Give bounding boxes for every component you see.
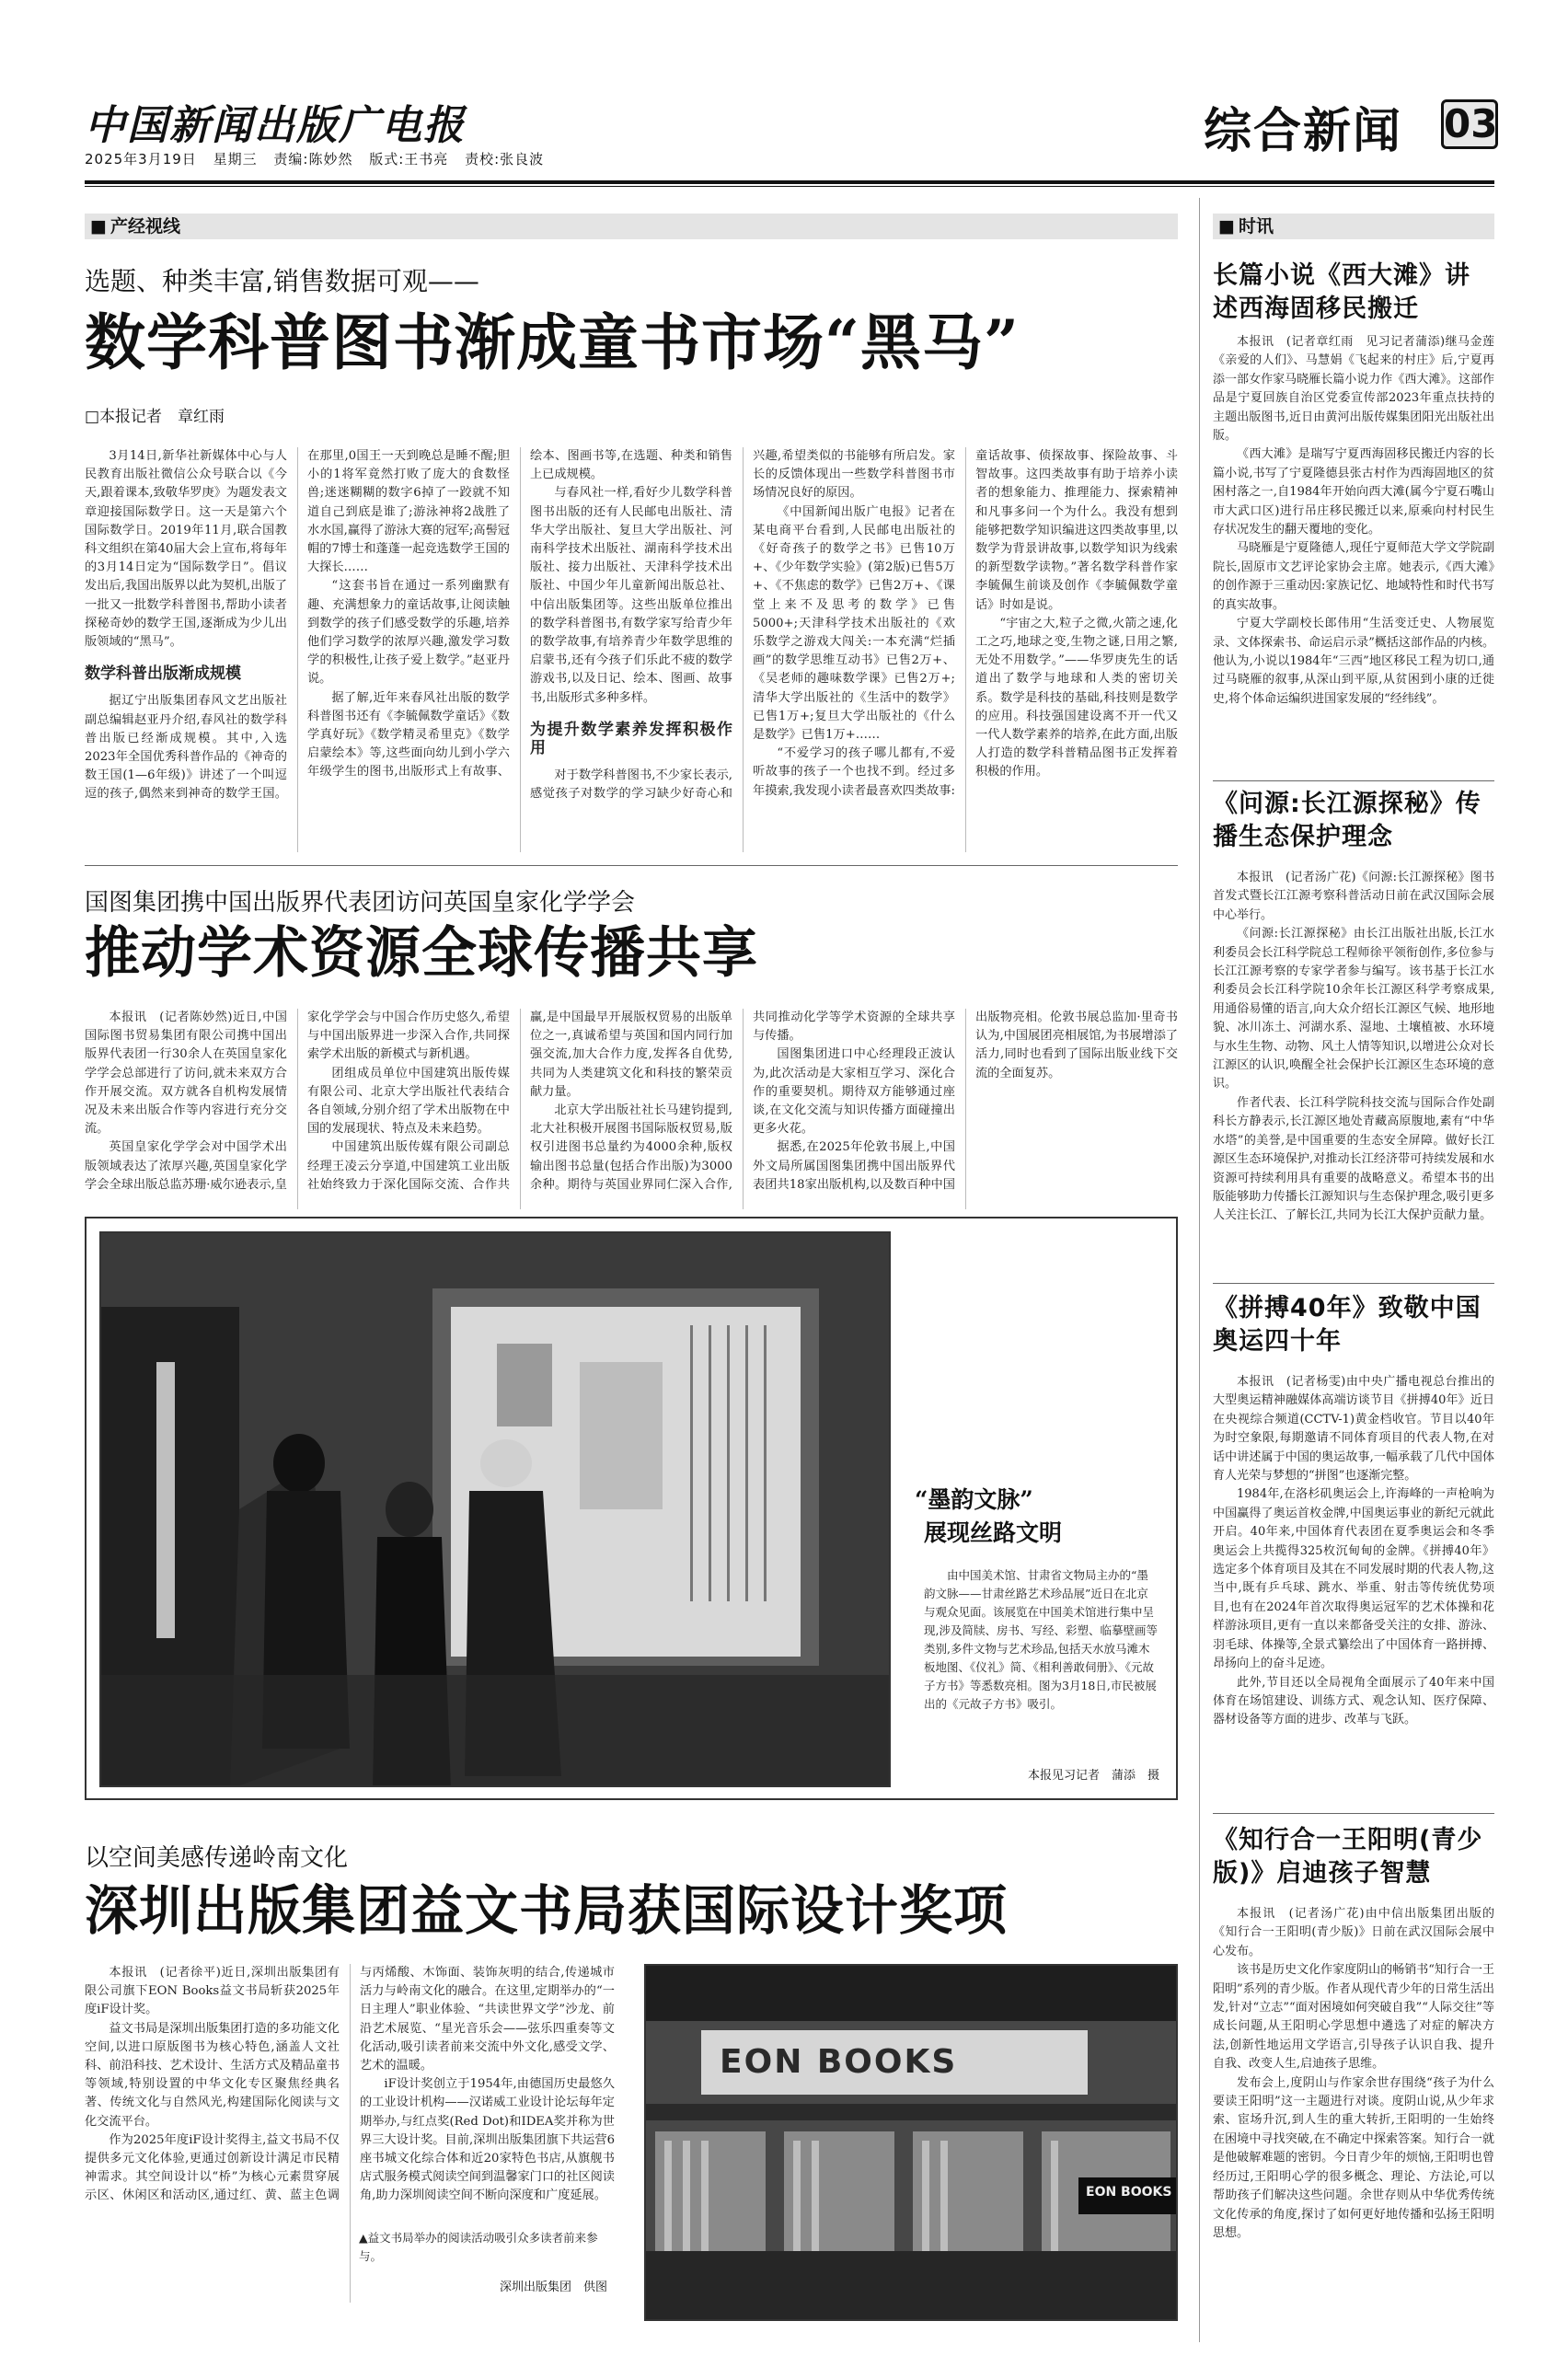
header-rule-thin bbox=[85, 186, 1494, 187]
paragraph: 据辽宁出版集团春风文艺出版社副总编辑赵亚丹介绍,春风社的数学科普出版已经渐成规模。其中,入选2023年全国优秀科普作品的《神奇的数王国(1—6年级)》讲述了一个叫逗逗的孩子,偶然来到神奇的数学王国。在那里,0国王一天到晚总是睡不醒;胆小的1将军竟然打败了庞大的食数怪兽;迷迷糊糊的数字6掉了一跤就不知道自己到底是谁了;游泳神将2战胜了水水国,赢得了游泳大赛的冠军;高髻冠帽的7博士和蓬蓬一起竞选数学王国的大探长…… bbox=[85, 449, 510, 802]
proof-credit: 责校:张良波 bbox=[465, 151, 545, 167]
paragraph: 本报讯 (记者章红雨 见习记者蒲添)继马金莲《亲爱的人们》、马慧娟《飞起来的村庄》后,宁夏再添一部女作家马晓雁长篇小说力作《西大滩》。这部作品是宁夏回族自治区党委宣传部2023年重点扶持的主题出版图书,近日由黄河出版传媒集团阳光出版社出版。 bbox=[1213, 335, 1494, 444]
header-rule bbox=[85, 180, 1494, 184]
paragraph: 作者代表、长江科学院科技交流与国际合作处副科长方静表示,长江源区地处青藏高原腹地,素有“中华水塔”的美誉,是中国重要的生态安全屏障。做好长江源区生态环境保护,对推动长江经济带可持续发展和水资源可持续利用具有重要的战略意义。希望本书的出版能够助力传播长江源知识与生态保护理念,吸引更多人关注长江、了解长江,共同为长江大保护贡献力量。 bbox=[1213, 1095, 1494, 1223]
sidebar-item-body bbox=[1213, 1905, 1494, 2317]
paragraph: “不爱学习的孩子哪儿都有,不爱听故事的孩子一个也找不到。经过多年摸索,我发现小读者最喜欢四类故事:童话故事、侦探故事、探险故事、斗智故事。这四类故事有助于培养小读者的想象能力、推理能力、探索精神和凡事多问一个为什么。我没有想到能够把数学知识编进这四类故事里,以数学为背景讲故事,以数学知识为线索的新型数学读物。”著名数学科普作家李毓佩生前谈及创作《李毓佩数学童话》时如是说。 bbox=[753, 449, 1178, 798]
paragraph: 英国皇家化学学会对中国学术出版领域表达了浓厚兴趣,英国皇家化学学会全球出版总监苏珊·威尔逊表示,皇家化学学会与中国合作历史悠久,希望与中国出版界进一步深入合作,共同探索学术出版的新模式与新机遇。 bbox=[85, 1010, 510, 1192]
subhead: 数学科普出版渐成规模 bbox=[85, 664, 241, 684]
paragraph: “这套书旨在通过一系列幽默有趣、充满想象力的童话故事,让阅读触到数学的孩子们感受数学的乐趣,培养他们学习数学的浓厚兴趣,激发学习数学的积极性,让孩子爱上数学。”赵亚丹说。 bbox=[307, 579, 510, 687]
paragraph: 《中国新闻出版广电报》记者在某电商平台看到,人民邮电出版社的《好奇孩子的数学之书》已售10万+、《少年数学实验》(第2版)已售5万+、《不焦虑的数学》已售2万+、《课堂上来不及思考的数学》已售5000+;天津科学技术出版社的《欢乐数学之游戏大闯关:一本充满“烂插画”的数学思维互动书》已售2万+、《吴老师的趣味数学课》已售2万+;清华大学出版社的《生活中的数学》已售1万+;复旦大学出版社的《什么是数学》已售1万+…… bbox=[753, 504, 955, 743]
sidebar-item-body bbox=[1213, 1373, 1494, 1806]
sidebar-item-body bbox=[1213, 333, 1494, 771]
paragraph: 对于数学科普图书,不少家长表示,感觉孩子对数学的学习缺少好奇心和兴趣,希望类似的书能够有所启发。家长的反馈体现出一些数学科普图书市场情况良好的原因。 bbox=[530, 449, 955, 802]
exhibition-scene bbox=[101, 1233, 891, 1787]
paragraph: 本报讯 (记者汤广花)由中信出版集团出版的《知行合一王阳明(青少版)》日前在武汉国际会展中心发布。 bbox=[1213, 1907, 1494, 1958]
paragraph: 《西大滩》是瑞写宁夏西海固移民搬迁内容的长篇小说,书写了宁夏隆德县张古村作为西海固地区的贫困村落之一,自1984年开始向西大滩(属今宁夏石嘴山市大武口区)进行吊庄移民搬迁以来,原乘向村村民生存状况发生的翻天覆地的变化。 bbox=[1213, 447, 1494, 537]
divider bbox=[1213, 1813, 1494, 1814]
sidebar-item-title: 长篇小说《西大滩》讲述西海固移民搬迁 bbox=[1213, 261, 1470, 323]
editor: 责编:陈妙然 bbox=[273, 151, 353, 167]
paragraph: 与春风社一样,看好少儿数学科普图书出版的还有人民邮电出版社、清华大学出版社、复旦大学出版社、河南科学技术出版社、湖南科学技术出版社、接力出版社、天津科学技术出版社、中国少年儿童新闻出版总社、中信出版集团等。这些出版单位推出的数学科普图书,有数学家写给青少年的数学故事,有培养青少年数学思维的启蒙书,还有今孩子们乐此不疲的数学游戏书,以及日记、绘本、图画、故事书,出版形式多种多样。 bbox=[530, 486, 732, 705]
story3-headline: 深圳出版集团益文书局获国际设计奖项 bbox=[85, 1879, 1009, 1942]
store-sign-side: EON BOOKS bbox=[1086, 2185, 1172, 2200]
paragraph: 据了解,近年来春风社出版的数学科普图书还有《李毓佩数学童话》《数学真好玩》《数学精灵希里克》《数学启蒙绘本》等,这些面向幼儿到小学六年级学生的图书,出版形式上有故事、绘本、图画书等,在选题、种类和销售上已成规模。 bbox=[307, 449, 732, 780]
story1-body bbox=[85, 447, 1178, 852]
divider bbox=[1213, 1283, 1494, 1284]
paragraph: 马晓雁是宁夏隆德人,现任宁夏师范大学文学院副院长,固原市文艺评论家协会主席。她表示,《西大滩》的创作源于三重动因:家族记忆、地域特性和时代书写的真实故事。 bbox=[1213, 541, 1494, 612]
paragraph: 国图集团进口中心经理段正波认为,此次活动是大家相互学习、深化合作的重要契机。期待双方能够通过座谈,在文化交流与知识传播方面碰撞出更多火花。 bbox=[753, 1047, 955, 1137]
weekday: 星期三 bbox=[213, 151, 258, 167]
section-title: 综合新闻 bbox=[1204, 104, 1403, 159]
page-number: 03 bbox=[1441, 99, 1498, 149]
paragraph: 北京大学出版社社长马建钧提到,北大社积极开展图书国际版权贸易,版权引进图书总量约为4000余种,版权输出图书总量(包括合作出版)为3000余种。期待与英国业界同仁深入合作,共同推动化学等学术资源的全球共享与传播。 bbox=[530, 1010, 955, 1192]
masthead: 中国新闻出版广电报 bbox=[85, 102, 466, 149]
sidebar-item-body bbox=[1213, 869, 1494, 1274]
paragraph: 发布会上,度阴山与作家余世存围绕“孩子为什么要读王阳明”这一主题进行对谈。度阴山说,从少年求索、宦场升沉,到人生的重大转折,王阳明的一生始终在困境中寻找突破,在不确定中探索答案。知行合一就是他破解难题的密钥。今日青少年的烦恼,王阳明也曾经历过,王阳明心学的很多概念、理论、方法论,可以帮助孩子们解决这些问题。余世存则从中华优秀传统文化传承的角度,探讨了如何更好地传播和弘扬王阳明思想。 bbox=[1213, 2075, 1494, 2240]
section-tag: ■ 产经视线 bbox=[85, 214, 1178, 239]
photo2-credit: 深圳出版集团 供图 bbox=[499, 2281, 607, 2294]
bookstore-scene bbox=[646, 1966, 1178, 2321]
photo1-caption: 由中国美术馆、甘肃省文物局主办的“墨韵文脉——甘肃丝路艺术珍品展”近日在北京与观众见面。该展览在中国美术馆进行集中呈现,涉及简牍、房书、写经、彩塑、临摹壁画等类别,多件文物与艺术珍品,包括天水放马滩木板地图、《仪礼》简、《相利善敢伺册》、《元故子方书》等悉数亮相。图为3月18日,市民被展出的《元故子方书》吸引。 bbox=[924, 1568, 1158, 1711]
sidebar-item-title: 《问源:长江源探秘》传播生态保护理念 bbox=[1213, 790, 1482, 851]
paragraph: 益文书局是深圳出版集团打造的多功能文化空间,以进口原版图书为核心特色,涵盖人文社科、前沿科技、艺术设计、生活方式及精品童书等领域,特别设置的中华文化专区聚焦经典名著、传统文化与自然风光,构建国际化阅读与文化交流平台。 bbox=[85, 2021, 340, 2129]
bookstore-photo bbox=[644, 1964, 1178, 2321]
sidebar-tag: ■ 时讯 bbox=[1213, 214, 1494, 239]
story3-kicker: 以空间美感传递岭南文化 bbox=[85, 1844, 349, 1872]
story2-headline: 推动学术资源全球传播共享 bbox=[85, 921, 758, 986]
story2-body bbox=[85, 1009, 1178, 1209]
layout-credit: 版式:王书亮 bbox=[369, 151, 449, 167]
paragraph: 本报讯 (记者徐平)近日,深圳出版集团有限公司旗下EON Books益文书局斩获2025年度iF设计奖。 bbox=[85, 1966, 340, 2017]
paragraph: 3月14日,新华社新媒体中心与人民教育出版社微信公众号联合以《今天,跟着课本,致敬华罗庚》为题发表文章迎接国际数学日。这一天是第六个国际数学日。2019年11月,联合国教科文组织在第40届大会上宣布,将每年的3月14日定为“国际数学日”。倡议发出后,我国出版界以此为契机,出版了一批又一批数学科普图书,帮助小读者探秘奇妙的数学王国,逐渐成为少儿出版领域的“黑马”。 bbox=[85, 449, 287, 650]
exhibition-photo bbox=[99, 1231, 891, 1787]
photo1-caption-head: “墨韵文脉” bbox=[915, 1486, 1033, 1513]
paragraph: 据悉,在2025年伦敦书展上,中国外文局所属国图集团携中国出版界代表团共18家出版机构,以及数百种中国出版物亮相。伦敦书展总监加·里奇书认为,中国展团亮相展馆,为书展增添了活力,同时也看到了国际出版业线下交流的全面复苏。 bbox=[753, 1010, 1178, 1192]
paragraph: 作为2025年度iF设计奖得主,益文书局不仅提供多元文化体验,更通过创新设计满足市民精神需求。其空间设计以“桥”为核心元素贯穿展示区、休闲区和活动区,通过红、黄、蓝主色调与丙烯酸、木饰面、装饰灰明的结合,传递城市活力与岭南文化的融合。在这里,定期举办的“一日主理人”职业体验、“共读世界文学”沙龙、前沿艺术展览、“星光音乐会——弦乐四重奏等文化活动,吸引读者前来交流中外文化,感受文学、艺术的温暖。 bbox=[85, 1966, 615, 2203]
dateline bbox=[85, 149, 555, 168]
paragraph: 宁夏大学副校长郎伟用“生活变迁史、人物展览录、文体探索书、命运启示录”概括这部作品的内核。他认为,小说以1984年“三西”地区移民工程为切口,通过马晓雁的叙事,从深山到平原,从贫困到小康的迁徙史,将个体命运编织进国家发展的“经纬线”。 bbox=[1213, 617, 1494, 706]
story1-kicker: 选题、种类丰富,销售数据可观—— bbox=[85, 266, 479, 296]
sidebar-item-title: 《拼搏40年》致敬中国奥运四十年 bbox=[1213, 1294, 1482, 1356]
paragraph: “宇宙之大,粒子之微,火箭之速,化工之巧,地球之变,生物之谜,日用之繁,无处不用数学。”——华罗庚先生的话道出了数学与地球和人类的密切关系。数学是科技的基础,科技则是数学的应用。科技强国建设离不开一代又一代人数学素养的培养,在此方面,出版人打造的数学科普精品图书正发挥着积极的作用。 bbox=[975, 616, 1178, 780]
story2-kicker: 国图集团携中国出版界代表团访问英国皇家化学学会 bbox=[85, 889, 636, 917]
paragraph: 该书是历史文化作家度阴山的畅销书“知行合一王阳明”系列的青少版。作者从现代青少年的日常生活出发,针对“立志”“面对困境如何突破自我”“人际交往”等成长问题,从王阳明心学思想中遴选了对症的解决方法,创新性地运用文学语言,引导孩子认识自我、提升自我、改变人生,启迪孩子思维。 bbox=[1213, 1963, 1494, 2072]
paragraph: 本报讯 (记者陈妙然)近日,中国国际图书贸易集团有限公司携中国出版界代表团一行30余人在英国皇家化学学会总部进行了访问,就未来双方合作开展交流。双方就各自机构发展情况及未来出版合作等内容进行充分交流。 bbox=[85, 1010, 287, 1137]
paragraph: 《问源:长江源探秘》由长江出版社出版,长江水利委员会长江科学院总工程师徐平领衔创作,多位参与长江江源考察的专家学者参与编写。该书基于长江水利委员会长江科学院10余年长江源区科学考察成果,用通俗易懂的语言,向大众介绍长江源区气候、地形地貌、冰川冻土、河湖水系、湿地、土壤植被、水环境与水生生物、动物、风土人情等知识,以增进公众对长江源区的认识,唤醒全社会保护长江源区生态环境的意识。 bbox=[1213, 927, 1494, 1091]
paragraph: 本报讯 (记者汤广花)《问源:长江源探秘》图书首发式暨长江江源考察科普活动日前在武汉国际会展中心举行。 bbox=[1213, 871, 1494, 922]
story1-headline: 数学科普图书渐成童书市场“黑马” bbox=[85, 306, 1020, 378]
paragraph: 本报讯 (记者杨雯)由中央广播电视总台推出的大型奥运精神融媒体高端访谈节目《拼搏40年》近日在央视综合频道(CCTV-1)黄金档收官。节目以40年为时空象限,每期邀请不同体育项目的代表人物,在对话中讲述属于中国的奥运故事,一幅承载了几代中国体育人光荣与梦想的“拼图”也逐渐完整。 bbox=[1213, 1375, 1494, 1484]
divider bbox=[85, 865, 1178, 866]
photo1-caption-head: 展现丝路文明 bbox=[924, 1519, 1063, 1546]
paragraph: 中国建筑出版传媒有限公司副总经理王凌云分享道,中国建筑工业出版社始终致力于深化国际交流、合作共赢,是中国最早开展版权贸易的出版单位之一,真诚希望与英国和国内同行加强交流,加大合作力度,发挥各自优势,共同为人类建筑文化和科技的繁荣贡献力量。 bbox=[307, 1010, 732, 1192]
sidebar-item-title: 《知行合一王阳明(青少版)》启迪孩子智慧 bbox=[1213, 1826, 1483, 1888]
subhead: 为提升数学素养发挥积极作用 bbox=[530, 720, 732, 758]
paragraph: 1984年,在洛杉矶奥运会上,许海峰的一声枪响为中国赢得了奥运首枚金牌,中国奥运事业的新纪元就此开启。40年来,中国体育代表团在夏季奥运会和冬季奥运会上共揽得325枚沉甸甸的金牌。《拼搏40年》选定多个体育项目及其在不同发展时期的代表人物,这当中,既有乒乓球、跳水、举重、射击等传统优势项目,也有在2024年首次取得奥运冠军的艺术体操和花样游泳项目,更有一直以来都备受关注的女排、游泳、羽毛球、体操等,全景式纂绘出了中国体育一路拼搏、昂扬向上的奋斗足迹。 bbox=[1213, 1487, 1494, 1671]
paragraph: 团组成员单位中国建筑出版传媒有限公司、北京大学出版社代表结合各自领域,分别介绍了学术出版物在中国的发展现状、特点及未来趋势。 bbox=[307, 1066, 510, 1137]
store-sign-main: EON BOOKS bbox=[720, 2043, 958, 2081]
date: 2025年3月19日 bbox=[85, 151, 197, 167]
paragraph: iF设计奖创立于1954年,由德国历史最悠久的工业设计机构——汉诺威工业设计论坛每年定期举办,与红点奖(Red Dot)和IDEA奖并称为世界三大设计奖。目前,深圳出版集团旗下共运营6座书城文化综合体和近20家特色书店,从旗舰书店式服务模式阅读空间到温馨家门口的社区阅读角,助力深圳阅读空间不断向深度和广度延展。 bbox=[360, 2077, 615, 2203]
divider bbox=[1213, 780, 1494, 781]
photo1-credit: 本报见习记者 蒲添 摄 bbox=[1027, 1769, 1159, 1783]
photo2-caption: ▲益文书局举办的阅读活动吸引众多读者前来参与。 bbox=[359, 2231, 598, 2263]
story1-byline: □本报记者 章红雨 bbox=[85, 408, 225, 426]
paragraph: 此外,节目还以全局视角全面展示了40年来中国体育在场馆建设、训练方式、观念认知、医疗保障、器材设备等方面的进步、改革与飞跃。 bbox=[1213, 1675, 1494, 1727]
column-separator bbox=[1199, 198, 1200, 2342]
